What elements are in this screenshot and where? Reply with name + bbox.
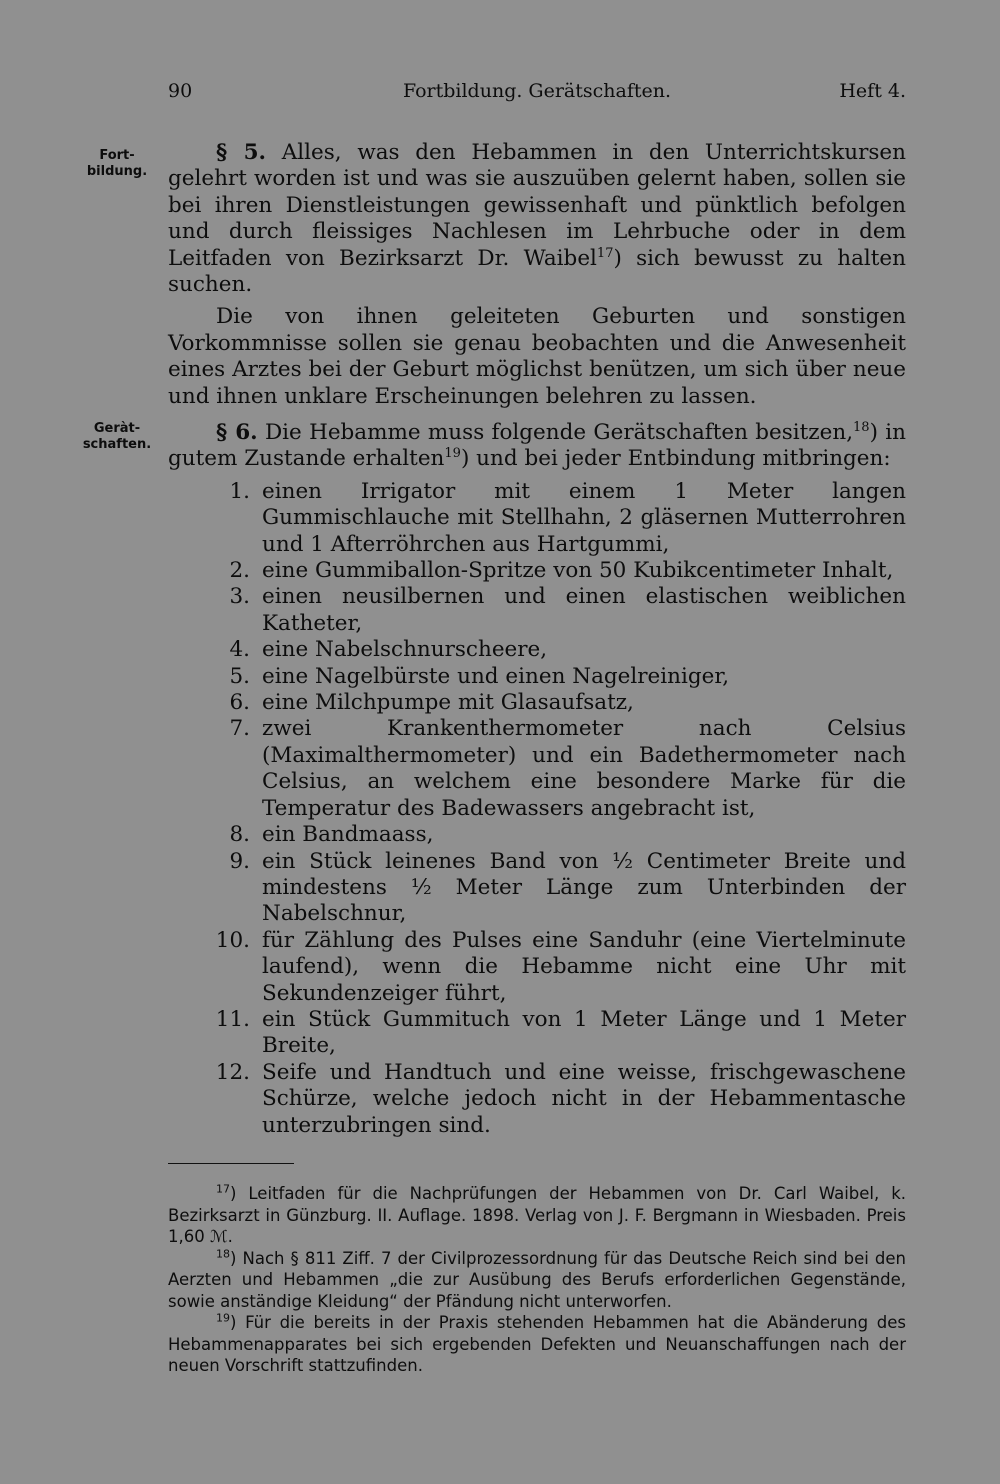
footnote-18	[168, 1248, 906, 1313]
list-item-number: 2.	[229, 558, 250, 584]
footnote-19	[168, 1312, 906, 1377]
footnote-number: 18	[216, 1247, 230, 1260]
section-5-paragraph-2: Die von ihnen geleiteten Geburten und sonstigen Vorkommnisse sollen sie genau beobachten und die Anwesenheit eines Arztes bei der Geburt möglichst benützen, um sich über neue und ihnen unklare Erscheinungen belehren zu lassen.	[168, 304, 906, 409]
list-item-text: eine Milchpumpe mit Glasaufsatz,	[262, 690, 634, 716]
list-item-text: ein Stück Gummituch von 1 Meter Länge und 1 Meter Breite,	[262, 1006, 906, 1059]
list-item-number: 9.	[229, 848, 250, 874]
section-6-intro	[168, 420, 906, 473]
footnote-text: ) Leitfaden für die Nachprüfungen der Hebammen von Dr. Carl Waibel, k. Bezirksarzt in Günzburg. II. Auflage. 1898. Verlag von J. F. Bergmann in Wiesbaden. Preis 1,60 ℳ.	[168, 1184, 906, 1246]
footnote-number: 19	[216, 1311, 230, 1325]
list-item-number: 11.	[215, 1006, 250, 1032]
margin-note-text: Fort- bildung.	[86, 148, 148, 179]
list-item-number: 3.	[229, 584, 250, 610]
list-item-text: zwei Krankenthermometer nach Celsius (Maximalthermometer) und ein Badethermometer nach Celsius, an welchem eine besondere Marke für die Temperatur des Badewassers angebracht ist,	[262, 716, 906, 821]
list-item-text: eine Gummiballon-Spritze von 50 Kubikcentimeter Inhalt,	[262, 558, 894, 584]
footnote-ref-18: 18	[853, 419, 870, 435]
footnotes	[168, 1183, 906, 1377]
equipment-list	[168, 479, 906, 1139]
list-item	[168, 584, 906, 637]
footnote-17	[168, 1183, 906, 1248]
issue-label: Heft 4.	[839, 80, 906, 102]
section-5-marker: § 5.	[216, 140, 267, 165]
list-item	[168, 849, 906, 928]
list-item	[168, 690, 906, 716]
list-item	[168, 1007, 906, 1060]
list-item	[168, 822, 906, 848]
list-item-number: 10.	[215, 927, 250, 953]
list-item	[168, 1060, 906, 1139]
section-6-intro-a: Die Hebamme muss folgende Gerätschaften besitzen,	[257, 420, 854, 445]
list-item-text: einen neusilbernen und einen elastischen weiblichen Katheter,	[262, 584, 906, 636]
list-item-number: 1.	[229, 478, 250, 504]
list-item	[168, 664, 906, 690]
list-item	[168, 716, 906, 822]
list-item-text: eine Nabelschnurscheere,	[262, 637, 548, 663]
footnote-text: ) Nach § 811 Ziff. 7 der Civilprozessordnung für das Deutsche Reich sind bei den Aerzten und Hebammen „die zur Ausübung des Berufs erforderlichen Gegenstände, sowie anständige Kleidung“ der Pfändung nicht unterworfen.	[168, 1248, 906, 1311]
section-5-text-b: ) sich bewusst zu halten suchen.	[168, 245, 906, 298]
section-6-intro-c: ) und bei jeder Entbindung mitbringen:	[460, 446, 891, 472]
list-item-text: für Zählung des Pulses eine Sanduhr (eine Viertelminute laufend), wenn die Hebamme nicht eine Uhr mit Sekundenzeiger führt,	[262, 927, 906, 1006]
footnote-text: ) Für die bereits in der Praxis stehenden Hebammen hat die Abänderung des Hebammenapparates bei sich ergebenden Defekten und Neuanschaffungen nach der neuen Vorschrift stattzufinden.	[168, 1313, 906, 1375]
list-item	[168, 558, 906, 584]
list-item	[168, 928, 906, 1007]
running-title: Fortbildung. Gerätschaften.	[402, 80, 672, 102]
section-6-intro-b: ) in gutem Zustande erhalten	[168, 420, 906, 472]
list-item-number: 5.	[229, 663, 250, 689]
list-item-number: 12.	[215, 1059, 250, 1085]
section-5-text-a: Alles, was den Hebammen in den Unterrichtskursen gelehrt worden ist und was sie auszuüben gelernt haben, sollen sie bei ihren Dienstleistungen gewissenhaft und pünktlich befolgen und durch fleissiges Nachlesen im Lehrbuche oder in dem Leitfaden von Bezirksarzt Dr. Waibel	[168, 140, 906, 271]
footnote-divider	[168, 1163, 294, 1164]
section-5-paragraph-1	[168, 140, 906, 298]
list-item-number: 7.	[229, 716, 250, 742]
list-item-text: einen Irrigator mit einem 1 Meter langen Gummischlauche mit Stellhahn, 2 gläsernen Mutterrohren und 1 Afterröhrchen aus Hartgummi,	[262, 478, 906, 557]
running-header	[168, 80, 906, 110]
section-6	[168, 420, 906, 1139]
list-item-text: ein Bandmaass,	[262, 822, 434, 848]
page-number: 90	[168, 80, 193, 102]
list-item-number: 4.	[229, 637, 250, 663]
list-item-text: Seife und Handtuch und eine weisse, frischgewaschene Schürze, welche jedoch nicht in der Hebammentasche unterzubringen sind.	[262, 1059, 906, 1138]
footnote-number: 17	[216, 1182, 230, 1196]
footnote-ref-19: 19	[444, 446, 461, 462]
section-5	[168, 140, 906, 410]
margin-note-geraetschaften	[72, 421, 162, 453]
list-item-text: eine Nagelbürste und einen Nagelreiniger,	[262, 663, 730, 689]
list-item	[168, 479, 906, 558]
list-item-text: ein Stück leinenes Band von ½ Centimeter Breite und mindestens ½ Meter Länge zum Unterbinden der Nabelschnur,	[262, 848, 906, 927]
margin-note-fortbildung	[72, 148, 162, 180]
section-6-marker: § 6.	[216, 420, 258, 445]
footnote-ref-17: 17	[596, 245, 614, 261]
margin-note-text: Geràt- schaften.	[82, 421, 152, 452]
list-item-number: 6.	[229, 690, 250, 716]
list-item	[168, 637, 906, 663]
list-item-number: 8.	[229, 822, 250, 848]
